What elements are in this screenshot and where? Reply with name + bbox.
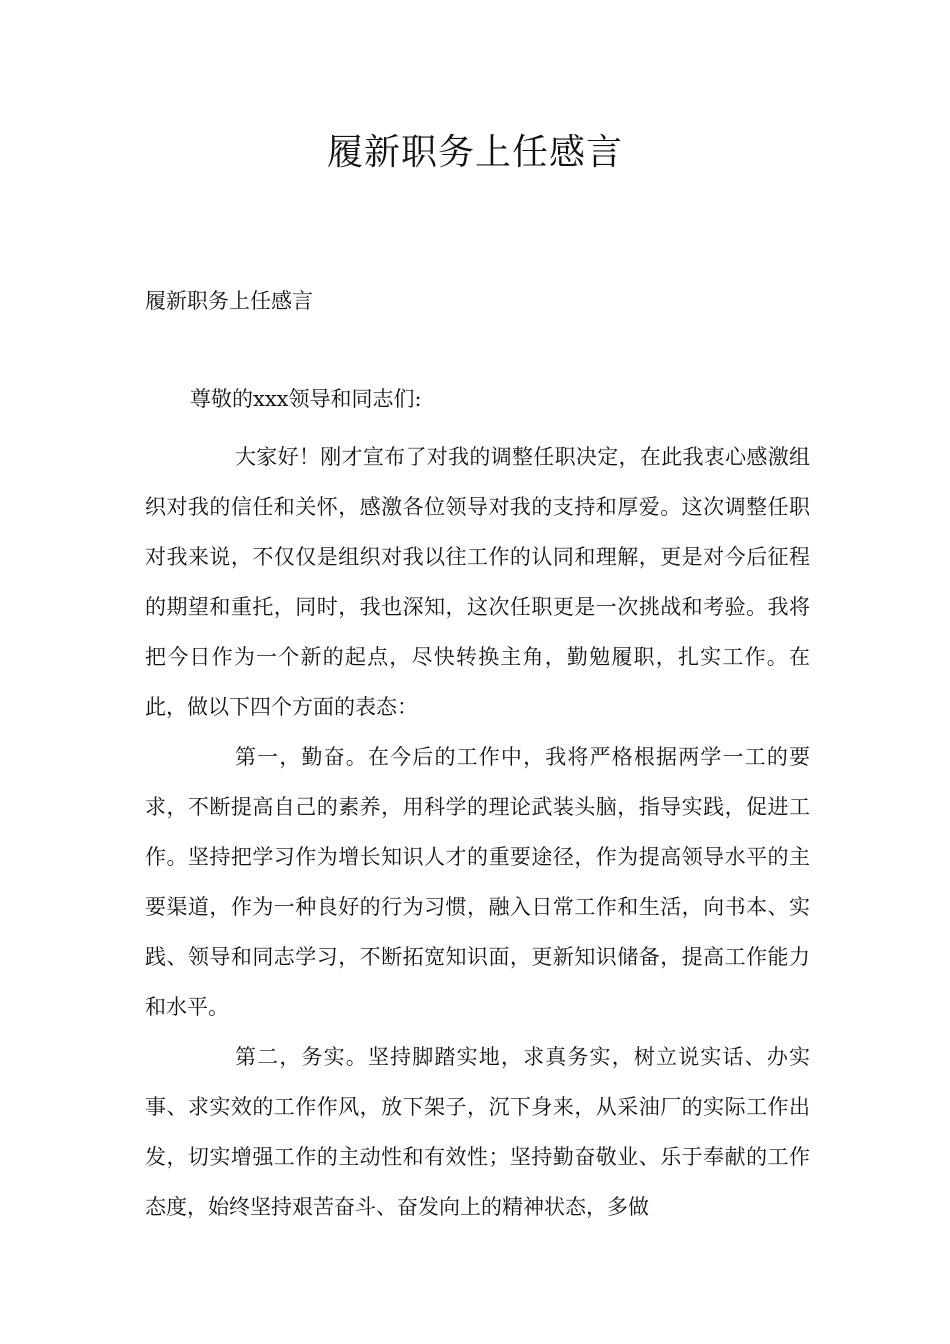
paragraph-greeting: 大家好！刚才宣布了对我的调整任职决定，在此我衷心感激组织对我的信任和关怀，感激各位领导对我的支持和厚爱。这次调整任职对我来说，不仅仅是组织对我以往工作的认同和理解，更是对今后征程的期望和重托，同时，我也深知，这次任职更是一次挑战和考验。我将把今日作为一个新的起点，尽快转换主角，勤勉履职，扎实工作。在此，做以下四个方面的表态： bbox=[145, 445, 810, 719]
document-title: 履新职务上任感言 bbox=[326, 132, 623, 173]
paragraph-second-point: 第二，务实。坚持脚踏实地，求真务实，树立说实话、办实事、求实效的工作作风，放下架子，沉下身来，从采油厂的实际工作出发，切实增强工作的主动性和有效性；坚持勤奋敬业、乐于奉献的工作态度，始终坚持艰苦奋斗、奋发向上的精神状态，多做 bbox=[145, 1045, 810, 1219]
salutation: 尊敬的xxx领导和同志们: bbox=[190, 387, 422, 411]
paragraph-first-point: 第一，勤奋。在今后的工作中，我将严格根据两学一工的要求，不断提高自己的素养，用科学的理论武装头脑，指导实践，促进工作。坚持把学习作为增长知识人才的重要途径，作为提高领导水平的主要渠道，作为一种良好的行为习惯，融入日常工作和生活，向书本、实践、领导和同志学习，不断拓宽知识面，更新知识储备，提高工作能力和水平。 bbox=[145, 745, 810, 1019]
document-body bbox=[145, 432, 810, 1232]
document-subtitle: 履新职务上任感言 bbox=[145, 289, 313, 313]
